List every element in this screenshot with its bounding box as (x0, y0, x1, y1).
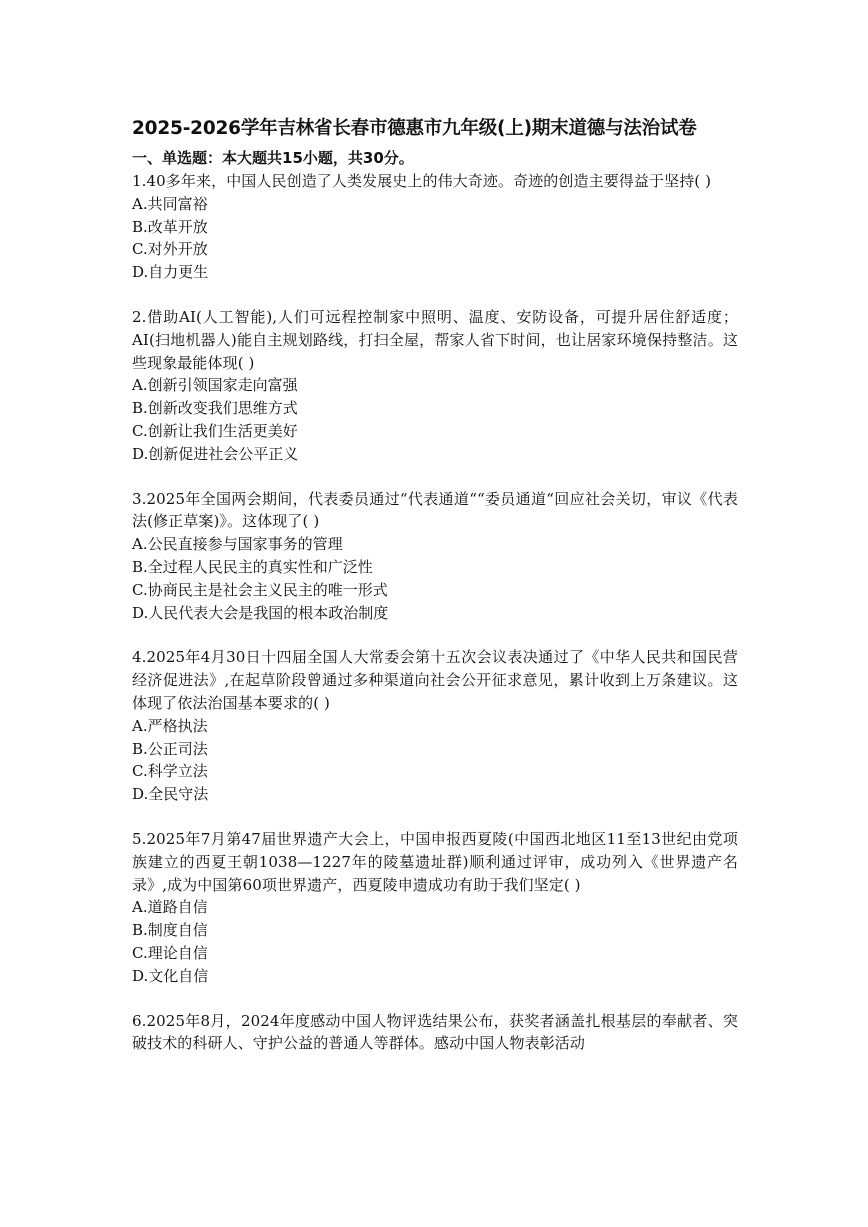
question-stem: 6.2025年8月，2024年度感动中国人物评选结果公布，获奖者涵盖扎根基层的奉献者、突破技术的科研人、守护公益的普通人等群体。感动中国人物表彰活动 (132, 1011, 738, 1053)
question-2 (132, 306, 738, 466)
question-stem: 4.2025年4月30日十四届全国人大常委会第十五次会议表决通过了《中华人民共和国民营经济促进法》,在起草阶段曾通过多种渠道向社会公开征求意见，累计收到上万条建议。这体现了依法治国基本要求的( ) (132, 648, 738, 712)
option-b: B.改革开放 (132, 217, 208, 236)
option-a: A.道路自信 (132, 898, 208, 917)
option-a: A.严格执法 (132, 716, 208, 735)
option-c: C.协商民主是社会主义民主的唯一形式 (132, 580, 388, 599)
question-stem: 5.2025年7月第47届世界遗产大会上，中国申报西夏陵(中国西北地区11至13世纪由党项族建立的西夏王朝1038—1227年的陵墓遗址群)顺利通过评审，成功列入《世界遗产名录》,成为中国第60项世界遗产，西夏陵申遗成功有助于我们坚定( ) (132, 829, 738, 894)
option-b: B.公正司法 (132, 739, 208, 758)
option-c: C.科学立法 (132, 762, 208, 781)
option-b: B.全过程人民民主的真实性和广泛性 (132, 557, 373, 576)
option-d: D.文化自信 (132, 966, 209, 985)
question-stem: 1.40多年来，中国人民创造了人类发展史上的伟大奇迹。奇迹的创造主要得益于坚持( ) (132, 172, 712, 190)
exam-content (132, 116, 738, 1077)
section-heading: 一、单选题：本大题共15小题，共30分。 (132, 149, 414, 167)
question-3 (132, 488, 738, 625)
option-d: D.自力更生 (132, 263, 209, 282)
exam-title: 2025-2026学年吉林省长春市德惠市九年级(上)期末道德与法治试卷 (132, 118, 697, 139)
option-d: D.创新促进社会公平正义 (132, 444, 299, 463)
option-d: D.全民守法 (132, 785, 209, 804)
option-c: C.理论自信 (132, 943, 208, 962)
option-a: A.共同富裕 (132, 194, 208, 213)
question-stem: 2.借助AI(人工智能),人们可远程控制家中照明、温度、安防设备，可提升居住舒适度；AI(扫地机器人)能自主规划路线，打扫全屋，帮家人省下时间，也让居家环境保持整洁。这些现象最能体现( ) (132, 307, 738, 372)
option-a: A.创新引领国家走向富强 (132, 376, 298, 395)
option-d: D.人民代表大会是我国的根本政治制度 (132, 603, 389, 622)
option-b: B.创新改变我们思维方式 (132, 399, 298, 418)
question-stem: 3.2025年全国两会期间，代表委员通过“代表通道““委员通道“回应社会关切，审议《代表法(修正草案)》。这体现了( ) (132, 489, 738, 531)
question-6 (132, 1010, 738, 1056)
question-5 (132, 828, 738, 988)
question-4 (132, 646, 738, 806)
question-1 (132, 170, 738, 284)
option-a: A.公民直接参与国家事务的管理 (132, 535, 343, 554)
option-c: C.对外开放 (132, 240, 208, 259)
option-c: C.创新让我们生活更美好 (132, 421, 298, 440)
option-b: B.制度自信 (132, 921, 208, 940)
